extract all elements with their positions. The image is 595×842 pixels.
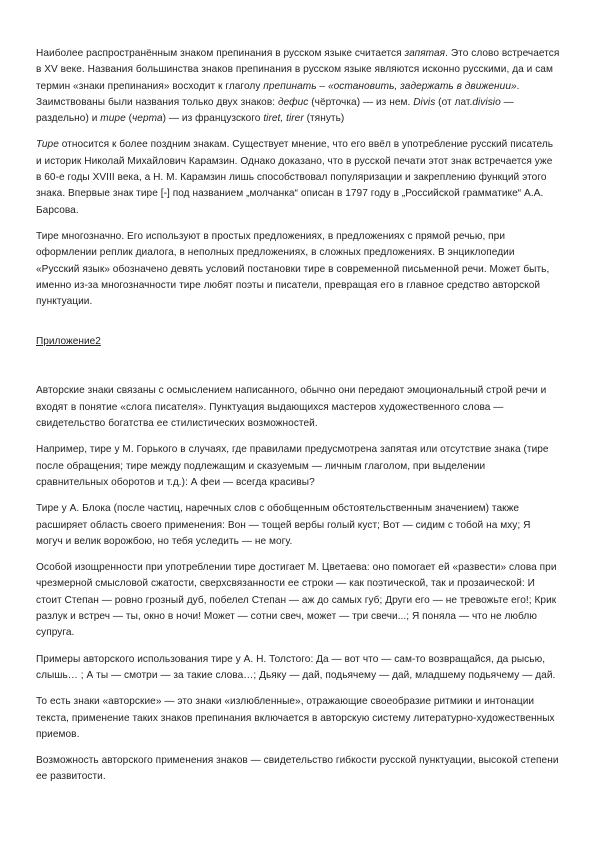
paragraph-gorky [36, 442, 560, 491]
italic-term: Тире [36, 139, 59, 151]
text-run: Наиболее распространённым знаком препинания в русском языке считается [36, 48, 405, 59]
paragraph-tire-history [36, 137, 560, 218]
text-run: (чёрточка) — из нем. [308, 96, 414, 108]
text-run: То есть знаки «авторские» — это знаки «излюбленные», отражающие своеобразие ритмики и интонации текста, применение таких знаков препинания включается в авторскую систему литературно-художественных приемов. [36, 696, 555, 740]
text-run: Примеры авторского использования тире у А. Н. Толстого: Да — вот что — сам-то возвращайся, да рысью, слышь… ; А ты — смотри — за такие слова…; Дьяку — дай, подьячему — дай, младшему подьячему — дай. [36, 653, 556, 681]
text-run: ( [125, 113, 133, 125]
italic-term: черта [132, 113, 163, 125]
paragraph-zapyataya [36, 46, 560, 127]
text-run: (тянуть) [303, 113, 345, 125]
text-run: Например, тире у М. Горького в случаях, где правилами предусмотрена запятая или отсутствие знака (тире после обращения; тире между подлежащим и сказуемым — личным глаголом, при выделении сравнительных оборотов и т.д.): А феи — всегда красивы? [36, 444, 549, 488]
text-run: Авторские знаки связаны с осмыслением написанного, обычно они передают эмоциональный строй речи и входят в понятие «слога писателя». Пунктуация выдающихся мастеров художественного слова — свидетельство богатства ее стилистических возможностей. [36, 385, 547, 430]
document-page [36, 46, 560, 796]
appendix-heading: Приложение2 [36, 336, 101, 348]
paragraph-tolstoy [36, 652, 560, 685]
text-run: относится к более поздним знакам. Существует мнение, что его ввёл в употребление русский писатель и историк Николай Михайлович Карамзин. Однако доказано, что в русской печати этот знак встречается уже в 60-е годы XVIII века, а Н. М. Карамзин лишь способствовал популяризации и закреплению функций этого знака. Впервые знак тире [-] под названием „молчанка“ описан в 1797 году в „Российской грамматике“ А.А. Барсова. [36, 139, 554, 216]
italic-term: тире [100, 113, 126, 125]
text-run: Тире многозначно. Его используют в простых предложениях, в предложениях с прямой речью, при оформлении реплик диалога, в неполных предложениях, в сложных предложениях. В энциклопедии «Русский язык» обозначено девять условий постановки тире в современной письменной речи. Может быть, именно из-за многозначности тире любят поэты и писатели, превращая его в главное средство авторской пунктуации. [36, 230, 550, 308]
italic-term: дефис [277, 96, 309, 108]
intro-section [36, 46, 560, 310]
italic-term: препинать – «остановить, задержать в движении» [263, 80, 517, 92]
paragraph-blok [36, 501, 560, 550]
italic-term: запятая [404, 48, 446, 59]
text-run: ) — из французского [162, 113, 264, 125]
italic-term: tiret, tirer [263, 113, 304, 125]
paragraph-conclusion [36, 753, 560, 786]
text-run: . Заимствованы были названия только двух знаков: [36, 80, 520, 108]
paragraph-tire-polysemy [36, 229, 560, 310]
text-run: (от лат. [435, 96, 473, 108]
paragraph-tsvetaeva [36, 560, 560, 641]
text-run: Особой изощренности при употреблении тире достигает М. Цветаева: оно помогает ей «развести» слова при чрезмерной смысловой сжатости, сверхсвязанности ее строки — как поэтической, так и прозаической: И стоит Степан — ровно грозный дуб, побелел Степан — аж до самых губ; Други его — не тревожьте его!; Крик разлук и встреч — ты, окно в ночи! Может — сотни свеч, может — три свечи...; Я поняла — что не люблю супруга. [36, 562, 557, 639]
text-run: . Это слово встречается в XV веке. Названия большинства знаков препинания в русском языке являются исконно русскими, да и сам термин «знаки препинания» восходит к глаголу [36, 48, 560, 92]
text-run: — раздельно) и [36, 96, 514, 125]
paragraph-summary [36, 694, 560, 743]
appendix-section [36, 383, 560, 785]
italic-term: divisio [472, 96, 501, 108]
paragraph-author-signs [36, 383, 560, 432]
text-run: Тире у А. Блока (после частиц, наречных слов с обобщенным обстоятельственным значением) также расширяет область своего применения: Вон — тощей вербы голый куст; Вот — сидим с тобой на мху; Я могуч и велик ворожбою, но тебя уследить — не могу. [36, 503, 531, 547]
text-run: Возможность авторского применения знаков — свидетельство гибкости русской пунктуации, высокой степени ее развитости. [36, 755, 559, 783]
italic-term: Divis [413, 96, 436, 108]
